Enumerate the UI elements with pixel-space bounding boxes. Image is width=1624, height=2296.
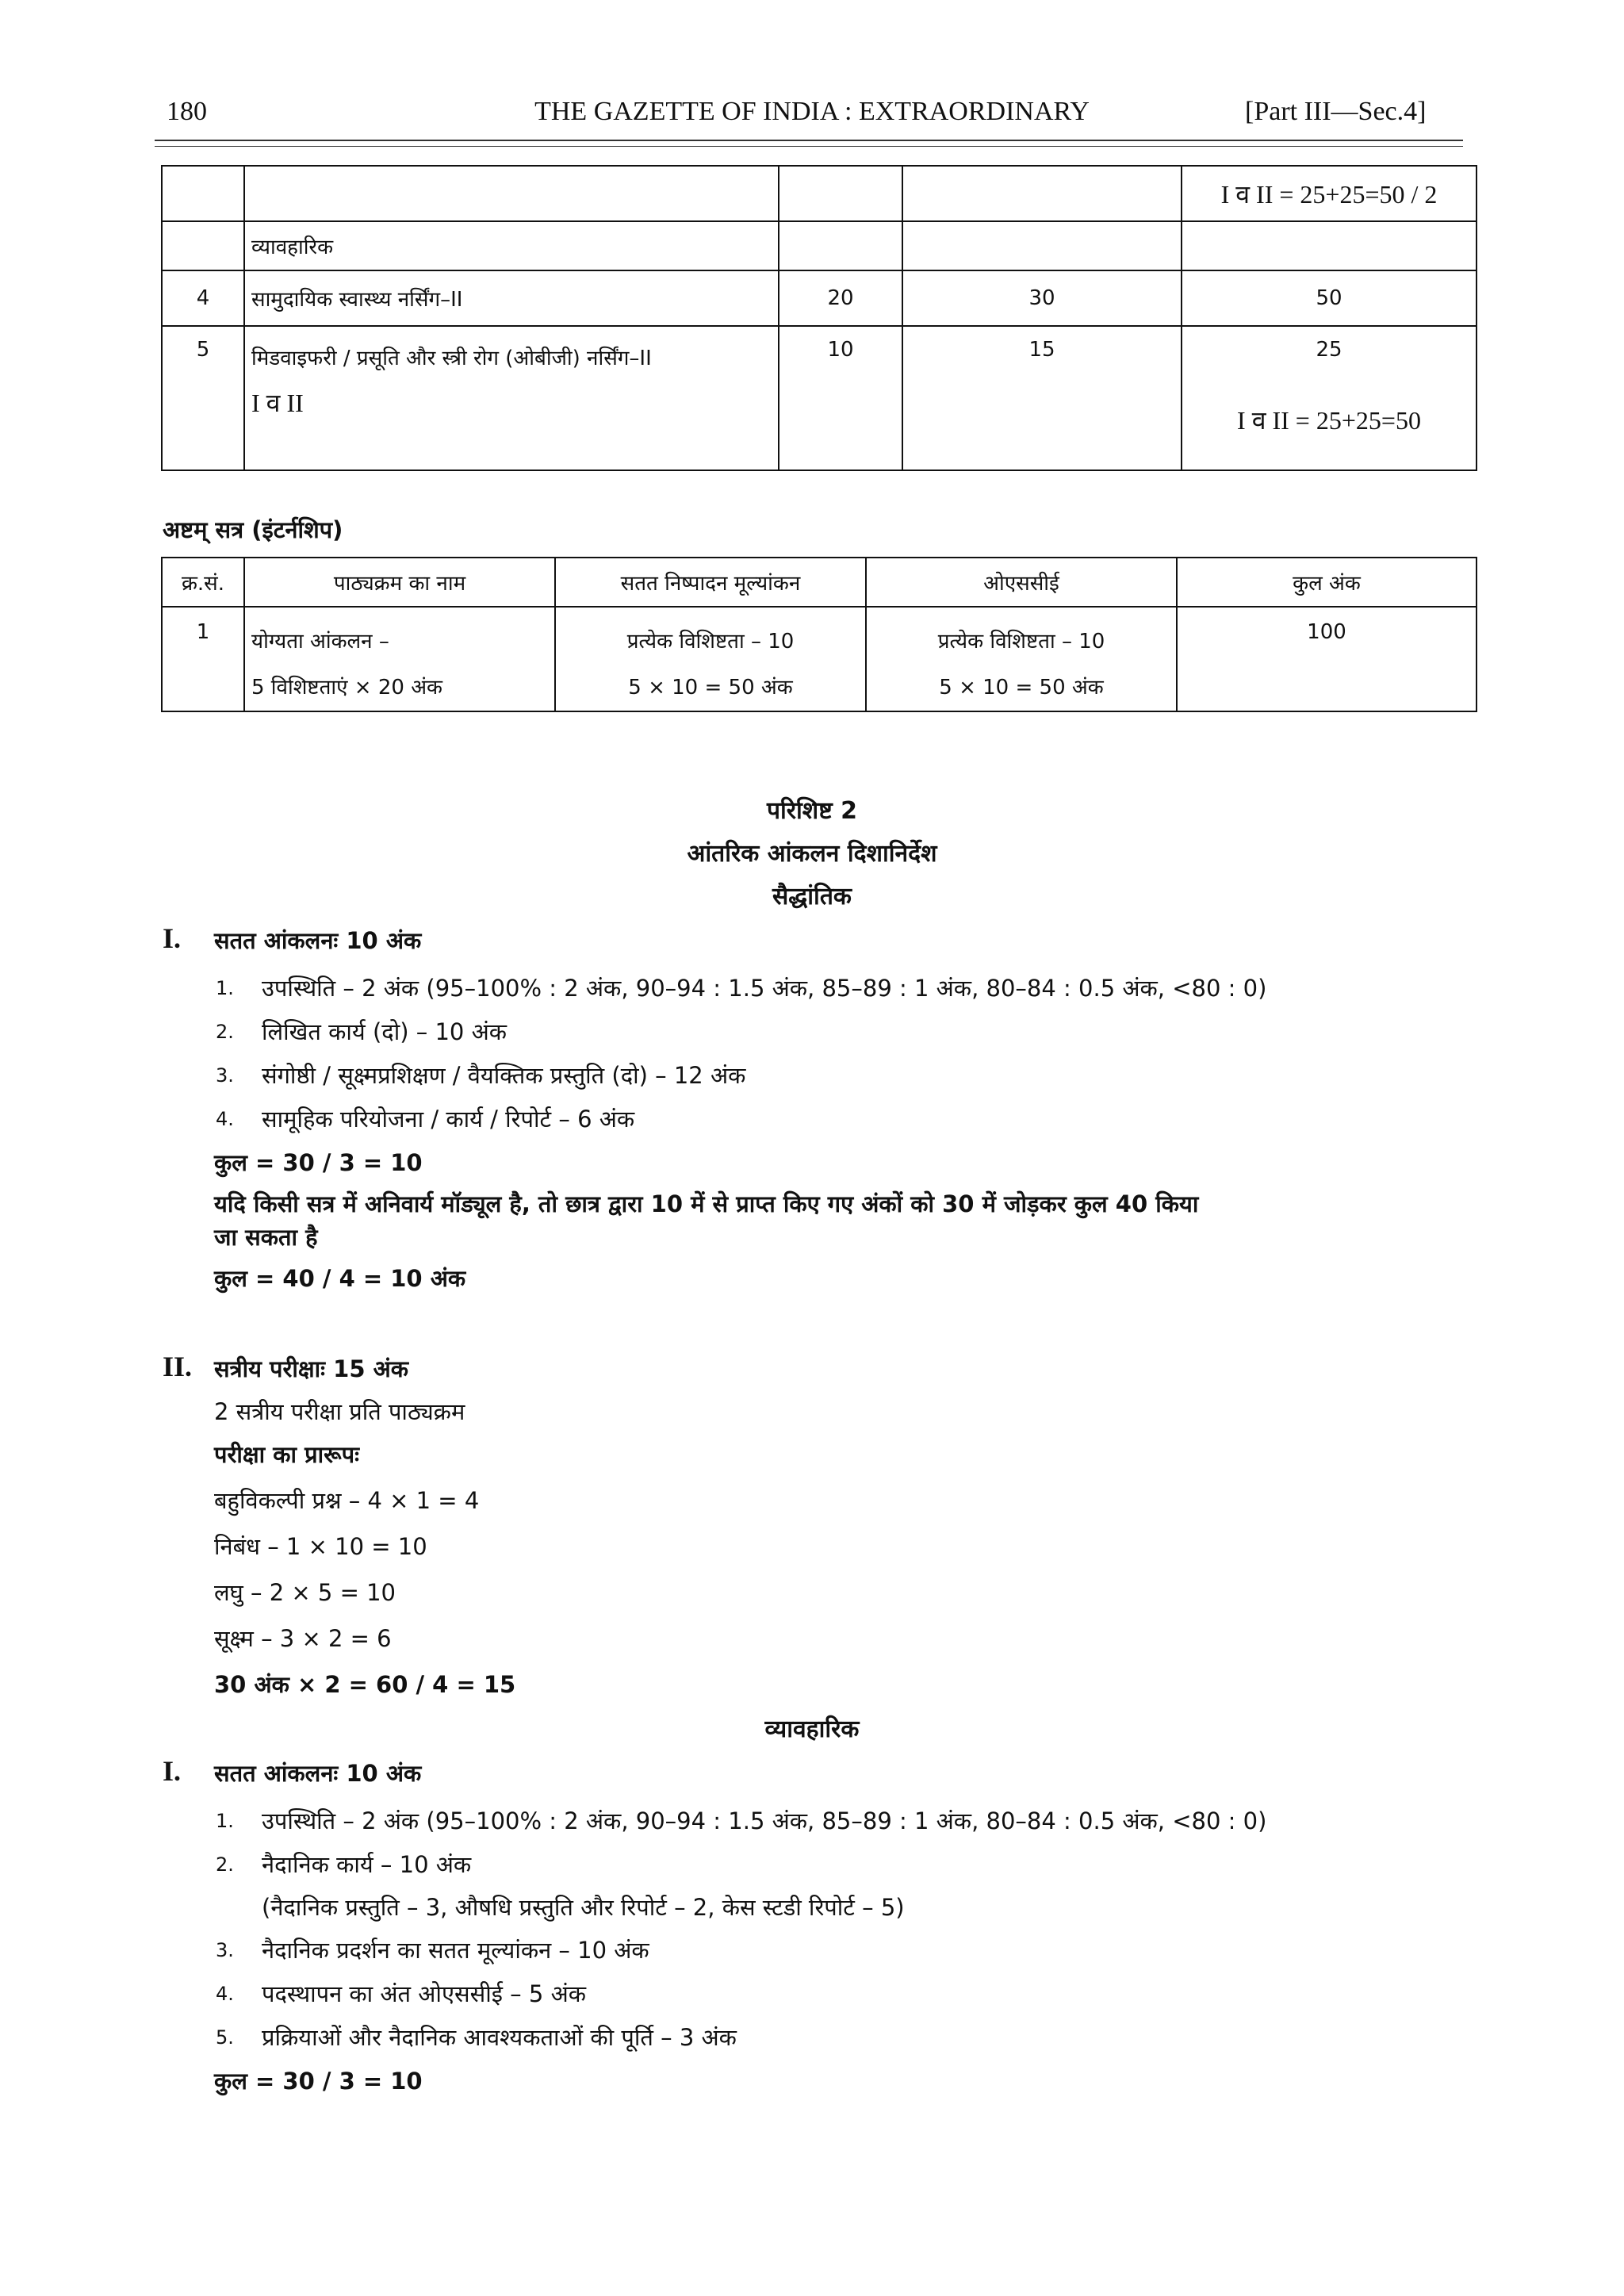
text-line: 2 सत्रीय परीक्षा प्रति पाठ्यक्रम bbox=[214, 1398, 465, 1425]
marks-note: I व II = 25+25=50 bbox=[1237, 406, 1421, 435]
table-cell bbox=[244, 166, 779, 221]
total-line: कुल = 30 / 3 = 10 bbox=[214, 1149, 423, 1176]
section-title: सत्रीय परीक्षाः 15 अंक bbox=[214, 1355, 409, 1382]
course-name-line: मिडवाइफरी / प्रसूति और स्त्री रोग (ओबीजी) नर्सिंग–II bbox=[251, 347, 652, 370]
list-number: 2. bbox=[216, 1021, 234, 1043]
format-line: निबंध – 1 × 10 = 10 bbox=[214, 1533, 427, 1560]
marks-cell: 15 bbox=[902, 326, 1182, 470]
list-item: सामूहिक परियोजना / कार्य / रिपोर्ट – 6 अंक bbox=[262, 1106, 635, 1133]
table-cell bbox=[902, 221, 1182, 270]
marks-value: 25 bbox=[1316, 338, 1342, 362]
cpe-cell bbox=[555, 607, 866, 711]
section-roman: I. bbox=[163, 1755, 182, 1787]
list-number: 3. bbox=[216, 1064, 234, 1087]
practical-heading: व्यावहारिक bbox=[764, 1715, 860, 1743]
table-cell-total: I व II = 25+25=50 / 2 bbox=[1182, 166, 1477, 221]
column-header: कुल अंक bbox=[1177, 558, 1477, 607]
list-number: 1. bbox=[216, 1810, 234, 1832]
format-title: परीक्षा का प्रारूपः bbox=[214, 1441, 359, 1468]
list-item: उपस्थिति – 2 अंक (95–100% : 2 अंक, 90–94 : 1.5 अंक, 85–89 : 1 अंक, 80–84 : 0.5 अंक, <80 : 0) bbox=[262, 975, 1267, 1002]
header-rule-thin bbox=[155, 146, 1463, 147]
list-number: 3. bbox=[216, 1939, 234, 1961]
marks-cell bbox=[1182, 326, 1477, 470]
course-name-line: 5 विशिष्टताएं × 20 अंक bbox=[251, 676, 443, 700]
format-line: लघु – 2 × 5 = 10 bbox=[214, 1579, 396, 1606]
list-item: पदस्थापन का अंत ओएससीई – 5 अंक bbox=[262, 1980, 587, 2007]
note-line: यदि किसी सत्र में अनिवार्य मॉड्यूल है, तो छात्र द्वारा 10 में से प्राप्त किए गए अंकों को 30 में जोड़कर कुल 40 किया bbox=[214, 1190, 1199, 1217]
table-row bbox=[162, 326, 1477, 470]
marks-cell: 50 bbox=[1182, 270, 1477, 326]
list-item: लिखित कार्य (दो) – 10 अंक bbox=[262, 1018, 507, 1045]
list-number: 4. bbox=[216, 1108, 234, 1130]
column-header: सतत निष्पादन मूल्यांकन bbox=[555, 558, 866, 607]
format-line: बहुविकल्पी प्रश्न – 4 × 1 = 4 bbox=[214, 1487, 480, 1514]
marks-cell: 30 bbox=[902, 270, 1182, 326]
list-item: नैदानिक प्रदर्शन का सतत मूल्यांकन – 10 अंक bbox=[262, 1937, 649, 1964]
list-item: नैदानिक कार्य – 10 अंक bbox=[262, 1851, 472, 1878]
course-name: सामुदायिक स्वास्थ्य नर्सिंग–II bbox=[244, 270, 779, 326]
section-title: सतत आंकलनः 10 अंक bbox=[214, 927, 422, 954]
list-item: उपस्थिति – 2 अंक (95–100% : 2 अंक, 90–94 : 1.5 अंक, 85–89 : 1 अंक, 80–84 : 0.5 अंक, <80 : 0) bbox=[262, 1807, 1267, 1834]
list-item: संगोष्ठी / सूक्ष्मप्रशिक्षण / वैयक्तिक प्रस्तुति (दो) – 12 अंक bbox=[262, 1062, 746, 1089]
list-number: 4. bbox=[216, 1983, 234, 2005]
course-name-line: योग्यता आंकलन – bbox=[251, 630, 389, 654]
total-line: कुल = 40 / 4 = 10 अंक bbox=[214, 1265, 466, 1292]
theory-heading: सैद्धांतिक bbox=[772, 883, 852, 910]
section-roman: I. bbox=[163, 922, 182, 954]
course-name bbox=[244, 326, 779, 470]
format-line: सूक्ष्म – 3 × 2 = 6 bbox=[214, 1625, 392, 1652]
list-item: प्रक्रियाओं और नैदानिक आवश्यकताओं की पूर्ति – 3 अंक bbox=[262, 2024, 737, 2051]
gazette-title: THE GAZETTE OF INDIA : EXTRAORDINARY bbox=[534, 97, 1090, 126]
list-number: 1. bbox=[216, 977, 234, 999]
page-number: 180 bbox=[167, 97, 207, 126]
table-cell bbox=[779, 221, 902, 270]
internship-table bbox=[161, 557, 1477, 712]
practical-label: व्यावहारिक bbox=[244, 221, 779, 270]
total-line: कुल = 30 / 3 = 10 bbox=[214, 2068, 423, 2095]
table-cell bbox=[902, 166, 1182, 221]
column-header: पाठ्यक्रम का नाम bbox=[244, 558, 555, 607]
list-number: 5. bbox=[216, 2026, 234, 2049]
list-number: 2. bbox=[216, 1853, 234, 1876]
list-item-detail: (नैदानिक प्रस्तुति – 3, औषधि प्रस्तुति और रिपोर्ट – 2, केस स्टडी रिपोर्ट – 5) bbox=[262, 1894, 905, 1921]
total-line: 30 अंक × 2 = 60 / 4 = 15 bbox=[214, 1671, 516, 1698]
table-cell bbox=[779, 166, 902, 221]
section-title: सतत आंकलनः 10 अंक bbox=[214, 1760, 422, 1787]
table-row bbox=[162, 270, 1477, 326]
marks-table-continued bbox=[161, 165, 1477, 471]
osce-line: प्रत्येक विशिष्टता – 10 bbox=[937, 630, 1105, 654]
note-line: जा सकता है bbox=[214, 1224, 318, 1251]
cpe-line: प्रत्येक विशिष्टता – 10 bbox=[626, 630, 795, 654]
table-cell bbox=[1182, 221, 1477, 270]
total-marks: 100 bbox=[1177, 607, 1477, 711]
header-rule bbox=[155, 140, 1463, 141]
row-number: 4 bbox=[162, 270, 244, 326]
part-section: [Part III—Sec.4] bbox=[1245, 97, 1427, 126]
row-number: 1 bbox=[162, 607, 244, 711]
table-cell bbox=[162, 166, 244, 221]
appendix-title: परिशिष्ट 2 bbox=[766, 797, 858, 825]
row-number: 5 bbox=[162, 326, 244, 470]
column-header: ओएससीई bbox=[866, 558, 1177, 607]
cpe-line: 5 × 10 = 50 अंक bbox=[628, 676, 793, 700]
marks-cell: 10 bbox=[779, 326, 902, 470]
osce-cell bbox=[866, 607, 1177, 711]
semester-heading: अष्टम् सत्र (इंटर्नशिप) bbox=[163, 516, 343, 543]
column-header: क्र.सं. bbox=[162, 558, 244, 607]
table-row bbox=[162, 607, 1477, 711]
course-name bbox=[244, 607, 555, 711]
table-cell bbox=[162, 221, 244, 270]
course-name-line: I व II bbox=[251, 389, 304, 417]
osce-line: 5 × 10 = 50 अंक bbox=[939, 676, 1104, 700]
table-header-row bbox=[162, 558, 1477, 607]
section-roman: II. bbox=[163, 1351, 193, 1382]
marks-cell: 20 bbox=[779, 270, 902, 326]
appendix-subtitle: आंतरिक आंकलन दिशानिर्देश bbox=[687, 840, 937, 868]
